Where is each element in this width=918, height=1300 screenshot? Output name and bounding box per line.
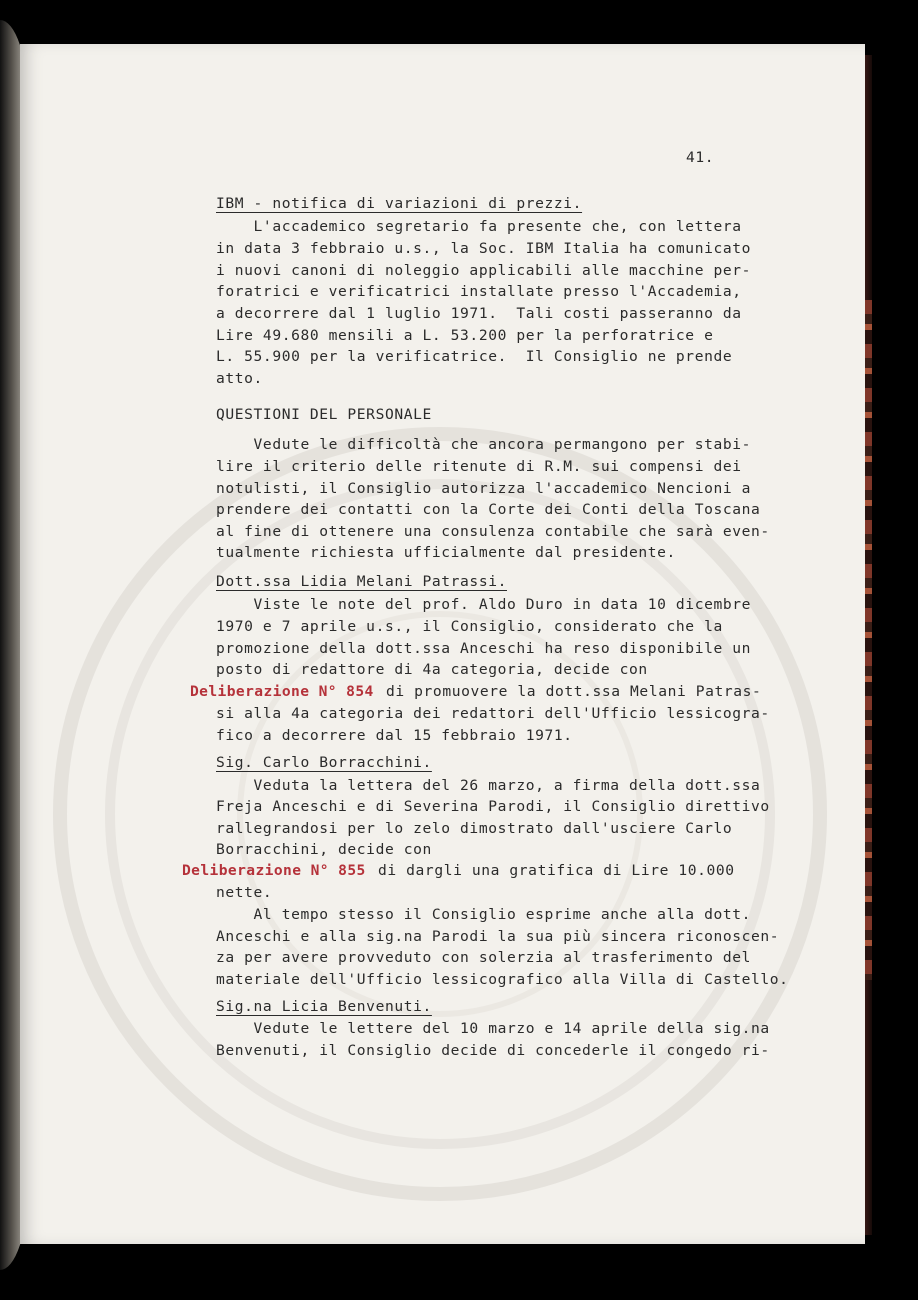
borracchini-line: za per avere provveduto con solerzia al trasferimento del — [216, 949, 752, 966]
melani-line: 1970 e 7 aprile u.s., il Consiglio, considerato che la — [216, 618, 723, 635]
borracchini-line: Freja Anceschi e di Severina Parodi, il Consiglio direttivo — [216, 798, 770, 815]
borracchini-line: Borracchini, decide con — [216, 841, 432, 858]
melani-line: Viste le note del prof. Aldo Duro in data 10 dicembre — [216, 596, 752, 613]
ibm-line: Lire 49.680 mensili a L. 53.200 per la perforatrice e — [216, 327, 714, 344]
ibm-line: a decorrere dal 1 luglio 1971. Tali costi passeranno da — [216, 305, 742, 322]
personale-line: al fine di ottenere una consulenza contabile che sarà even- — [216, 523, 770, 540]
melani-line: promozione della dott.ssa Anceschi ha reso disponibile un — [216, 640, 752, 657]
heading-personale: QUESTIONI DEL PERSONALE — [216, 406, 432, 423]
borracchini-line: Veduta la lettera del 26 marzo, a firma della dott.ssa — [216, 777, 761, 794]
borracchini-line: Al tempo stesso il Consiglio esprime anche alla dott. — [216, 906, 752, 923]
ibm-line: L. 55.900 per la verificatrice. Il Consiglio ne prende — [216, 348, 733, 365]
benvenuti-line: Vedute le lettere del 10 marzo e 14 aprile della sig.na — [216, 1020, 770, 1037]
personale-line: lire il criterio delle ritenute di R.M. sui compensi dei — [216, 458, 742, 475]
page-number: 41. — [686, 149, 715, 166]
marbled-edge — [864, 300, 872, 980]
borracchini-line: materiale dell'Ufficio lessicografico alla Villa di Castello. — [216, 971, 789, 988]
melani-line: posto di redattore di 4a categoria, decide con — [216, 661, 648, 678]
personale-line: notulisti, il Consiglio autorizza l'accademico Nencioni a — [216, 480, 752, 497]
personale-line: Vedute le difficoltà che ancora permangono per stabi- — [216, 436, 752, 453]
heading-borracchini: Sig. Carlo Borracchini. — [216, 754, 432, 771]
ibm-line: in data 3 febbraio u.s., la Soc. IBM Italia ha comunicato — [216, 240, 752, 257]
personale-line: prendere dei contatti con la Corte dei Conti della Toscana — [216, 501, 761, 518]
deliberation-854: Deliberazione N° 854 — [190, 683, 374, 700]
borracchini-line: rallegrandosi per lo zelo dimostrato dall'usciere Carlo — [216, 820, 733, 837]
ibm-line: atto. — [216, 370, 263, 387]
melani-line: fico a decorrere dal 15 febbraio 1971. — [216, 727, 573, 744]
heading-benvenuti: Sig.na Licia Benvenuti. — [216, 998, 432, 1015]
ibm-line: foratrici e verificatrici installate presso l'Accademia, — [216, 283, 742, 300]
benvenuti-line: Benvenuti, il Consiglio decide di concederle il congedo ri- — [216, 1042, 770, 1059]
ibm-line: i nuovi canoni di noleggio applicabili alle macchine per- — [216, 262, 752, 279]
personale-line: tualmente richiesta ufficialmente dal presidente. — [216, 544, 676, 561]
ibm-line: L'accademico segretario fa presente che, con lettera — [216, 218, 742, 235]
melani-line: si alla 4a categoria dei redattori dell'Ufficio lessicogra- — [216, 705, 770, 722]
melani-line: di promuovere la dott.ssa Melani Patras- — [386, 683, 762, 700]
deliberation-855: Deliberazione N° 855 — [182, 862, 366, 879]
borracchini-line: nette. — [216, 884, 273, 901]
heading-ibm: IBM - notifica di variazioni di prezzi. — [216, 195, 583, 212]
heading-melani: Dott.ssa Lidia Melani Patrassi. — [216, 573, 507, 590]
borracchini-line: Anceschi e alla sig.na Parodi la sua più sincera riconoscen- — [216, 928, 780, 945]
borracchini-line: di dargli una gratifica di Lire 10.000 — [378, 862, 735, 879]
